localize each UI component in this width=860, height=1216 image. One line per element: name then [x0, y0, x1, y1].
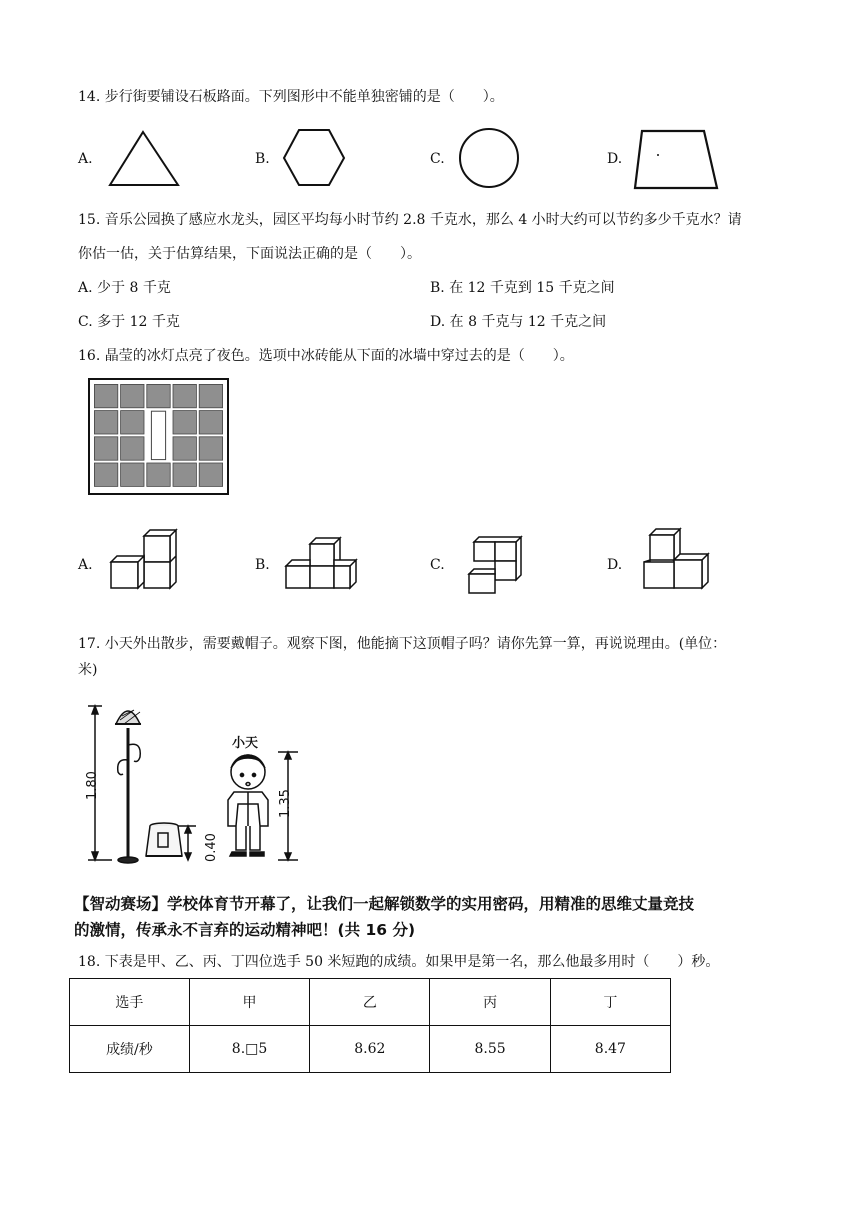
- table-cell: 成绩/秒: [70, 1026, 190, 1073]
- ice-brick: [199, 384, 222, 407]
- q15-option-d: D. 在 8 千克与 12 千克之间: [430, 314, 607, 330]
- block-figure-d: [640, 526, 714, 596]
- q15-option-c: C. 多于 12 千克: [78, 314, 180, 330]
- stool-height-label: 0.40: [204, 833, 219, 862]
- table-header-row: [70, 979, 671, 1026]
- boy-height-label: 1.35: [278, 789, 293, 818]
- ice-brick: [94, 384, 117, 407]
- header-cell: 丙: [430, 979, 550, 1026]
- ice-brick: [173, 463, 196, 486]
- block-figure-b: [284, 534, 362, 590]
- ice-brick: [94, 463, 117, 486]
- ice-brick: [121, 437, 144, 460]
- q15-line2: 你估一估，关于估算结果，下面说法正确的是（ ）。: [78, 246, 421, 262]
- table-row: [70, 1026, 671, 1073]
- ice-brick: [147, 463, 170, 486]
- hexagon-icon: [282, 128, 347, 188]
- q14-option-d-label: D.: [607, 151, 623, 167]
- q15-option-b: B. 在 12 千克到 15 千克之间: [430, 280, 615, 296]
- q16-option-d-label: D.: [607, 557, 623, 573]
- table-cell: 8.62: [310, 1026, 430, 1073]
- q16-option-c-label: C.: [430, 557, 445, 573]
- ice-brick: [121, 411, 144, 434]
- q16-option-b-label: B.: [255, 557, 270, 573]
- header-cell: 乙: [310, 979, 430, 1026]
- section-title-line1: 【智动赛场】学校体育节开幕了，让我们一起解锁数学的实用密码，用精准的思维丈量竞技: [74, 895, 695, 913]
- table-cell: 8.□5: [189, 1026, 309, 1073]
- ice-brick: [121, 463, 144, 486]
- q17-line1: 17. 小天外出散步，需要戴帽子。观察下图，他能摘下这顶帽子吗？请你先算一算，再说说理由。(单位：: [78, 636, 727, 652]
- block-figure-c: [464, 534, 528, 596]
- header-cell: 甲: [189, 979, 309, 1026]
- wall-opening: [151, 411, 165, 459]
- q15-line1: 15. 音乐公园换了感应水龙头，园区平均每小时节约 2.8 千克水，那么 4 小时大约可以节约多少千克水？请: [78, 212, 742, 228]
- ice-brick: [121, 384, 144, 407]
- boy-name-label: 小天: [232, 736, 259, 751]
- q14-option-c-label: C.: [430, 151, 445, 167]
- ice-brick: [173, 411, 196, 434]
- ice-brick: [147, 384, 170, 407]
- ice-brick: [94, 411, 117, 434]
- results-table: [69, 978, 671, 1073]
- q17-line2: 米): [78, 662, 98, 678]
- ice-brick: [199, 411, 222, 434]
- table-cell: 8.47: [550, 1026, 670, 1073]
- ice-brick: [199, 437, 222, 460]
- table-cell: 8.55: [430, 1026, 550, 1073]
- trapezoid-icon: [632, 128, 720, 192]
- circle-icon: [458, 128, 522, 190]
- q16-text: 16. 晶莹的冰灯点亮了夜色。选项中冰砖能从下面的冰墙中穿过去的是（ ）。: [78, 348, 574, 364]
- ice-brick: [173, 437, 196, 460]
- ice-brick: [94, 437, 117, 460]
- block-figure-a: [104, 528, 184, 596]
- pole-height-label: 1.80: [85, 771, 100, 800]
- q16-option-a-label: A.: [78, 557, 93, 573]
- q14-option-a-label: A.: [78, 151, 93, 167]
- section-title-line2: 的激情，传承永不言弃的运动精神吧！(共 16 分): [74, 921, 416, 939]
- ice-brick: [199, 463, 222, 486]
- q14-text: 14. 步行街要铺设石板路面。下列图形中不能单独密铺的是（ ）。: [78, 89, 504, 105]
- q18-text: 18. 下表是甲、乙、丙、丁四位选手 50 米短跑的成绩。如果甲是第一名，那么他最多用时（ ）秒。: [78, 954, 720, 970]
- header-cell: 丁: [550, 979, 670, 1026]
- ice-brick: [173, 384, 196, 407]
- header-cell: 选手: [70, 979, 190, 1026]
- triangle-icon: [108, 130, 180, 188]
- ice-wall-figure: [88, 378, 230, 496]
- q14-option-b-label: B.: [255, 151, 270, 167]
- hat-rack-figure: [82, 700, 312, 870]
- q15-option-a: A. 少于 8 千克: [78, 280, 171, 296]
